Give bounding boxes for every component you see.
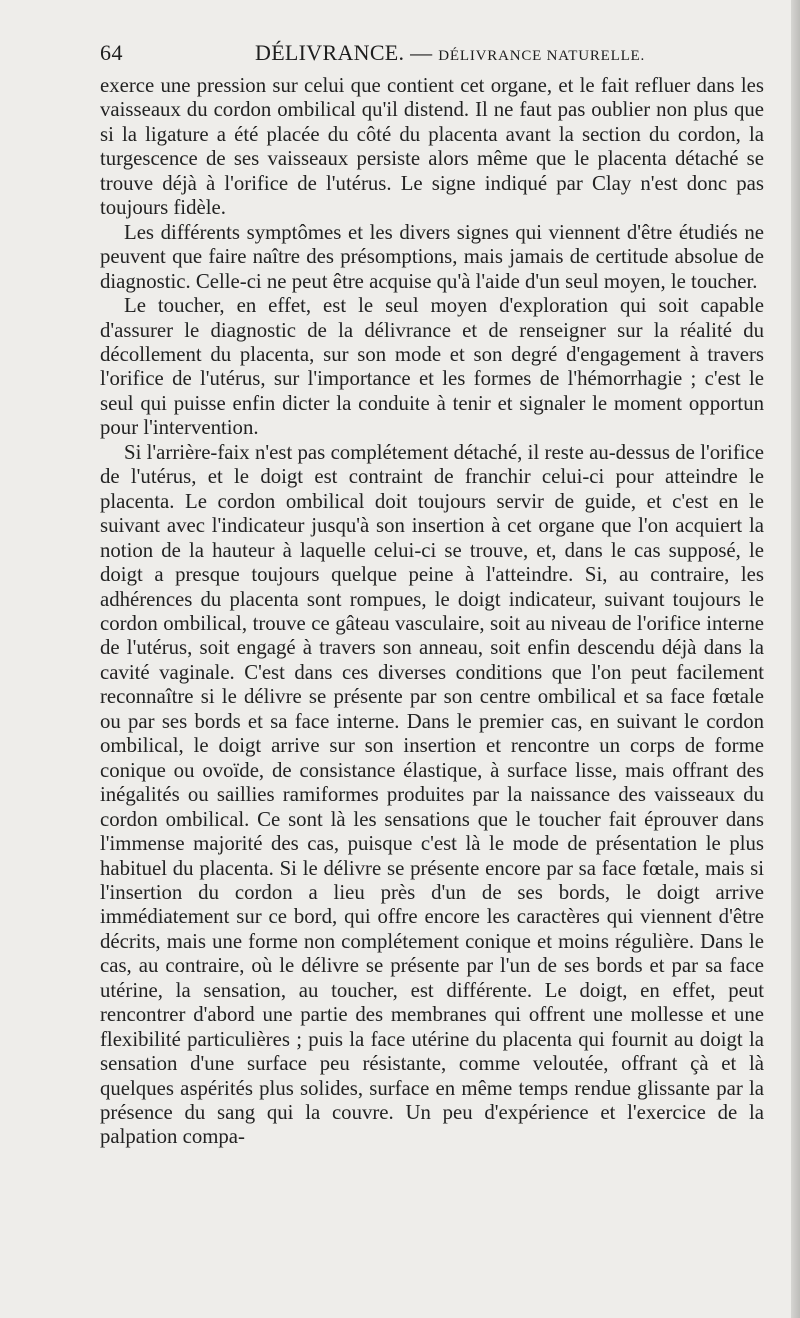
page-edge-shadow [791, 0, 800, 1318]
paragraph: Si l'arrière-faix n'est pas complétement détaché, il reste au-dessus de l'orifice de l'utérus, et le doigt est contraint de franchir celui-ci pour atteindre le placenta. Le cordon ombilical doit toujours servir de guide, et c'est en le suivant avec l'indicateur jusqu'à son insertion à cet organe que l'on acquiert la notion de la hauteur à laquelle celui-ci se trouve, et, dans le cas supposé, le doigt a presque toujours quelque peine à l'atteindre. Si, au contraire, les adhérences du placenta sont rompues, le doigt indicateur, suivant toujours le cordon ombilical, trouve ce gâteau vasculaire, soit au niveau de l'orifice interne de l'utérus, soit engagé à travers son anneau, soit enfin descendu déjà dans la cavité vaginale. C'est dans ces diverses conditions que l'on peut facilement reconnaître si le délivre se présente par son centre ombilical et sa face fœtale ou par ses bords et sa face interne. Dans le premier cas, en suivant le cordon ombilical, le doigt arrive sur son insertion et rencontre un corps de forme conique ou ovoïde, de consistance élastique, à surface lisse, mais offrant des inégalités ou saillies ramiformes produites par la naissance des vaisseaux du cordon ombilical. Ce sont là les sensations que le toucher fait éprouver dans l'immense majorité des cas, puisque c'est là le mode de présentation le plus habituel du placenta. Si le délivre se présente encore par sa face fœtale, mais si l'insertion du cordon a lieu près d'un de ses bords, le doigt arrive immédiatement sur ce bord, qui offre encore les caractères qui viennent d'être décrits, mais une forme non complétement conique et moins régulière. Dans le cas, au contraire, où le délivre se présente par l'un de ses bords et par sa face utérine, la sensation, au toucher, est différente. Le doigt, en effet, peut rencontrer d'abord une partie des membranes qui offrent une mollesse et une flexibilité particulières ; puis la face utérine du placenta qui fournit au doigt la sensation d'une surface peu résistante, comme veloutée, offrant çà et là quelques aspérités plus solides, surface en même temps rendue glissante par la présence du sang qui la couvre. Un peu d'expérience et l'exercice de la palpation compa- [100, 440, 764, 1149]
page-number: 64 [100, 40, 123, 65]
running-head-subtitle: DÉLIVRANCE NATURELLE. [438, 48, 646, 64]
running-head [255, 40, 645, 66]
paragraph-continued: exerce une pression sur celui que contient cet organe, et le fait refluer dans les vaisseaux du cordon ombilical qu'il distend. Il ne faut pas oublier non plus que si la ligature a été placée du côté du placenta avant la section du cordon, la turgescence de ses vaisseaux persiste alors même que le placenta détaché se trouve déjà à l'orifice de l'utérus. Le signe indiqué par Clay n'est donc pas toujours fidèle. [100, 74, 764, 220]
page-header [100, 40, 764, 70]
paragraph: Les différents symptômes et les divers signes qui viennent d'être étudiés ne peuvent que faire naître des présomptions, mais jamais de certitude absolue de diagnostic. Celle-ci ne peut être acquise qu'à l'aide d'un seul moyen, le toucher. [100, 220, 764, 293]
running-head-separator: — [410, 40, 433, 65]
running-head-title: DÉLIVRANCE. [255, 40, 405, 65]
paragraph: Le toucher, en effet, est le seul moyen d'exploration qui soit capable d'assurer le diagnostic de la délivrance et de renseigner sur la réalité du décollement du placenta, sur son mode et son degré d'engagement à travers l'orifice de l'utérus, sur l'importance et les formes de l'hémorrhagie ; c'est le seul qui puisse enfin dicter la conduite à tenir et signaler le moment opportun pour l'intervention. [100, 294, 764, 440]
body-text [100, 74, 764, 1150]
